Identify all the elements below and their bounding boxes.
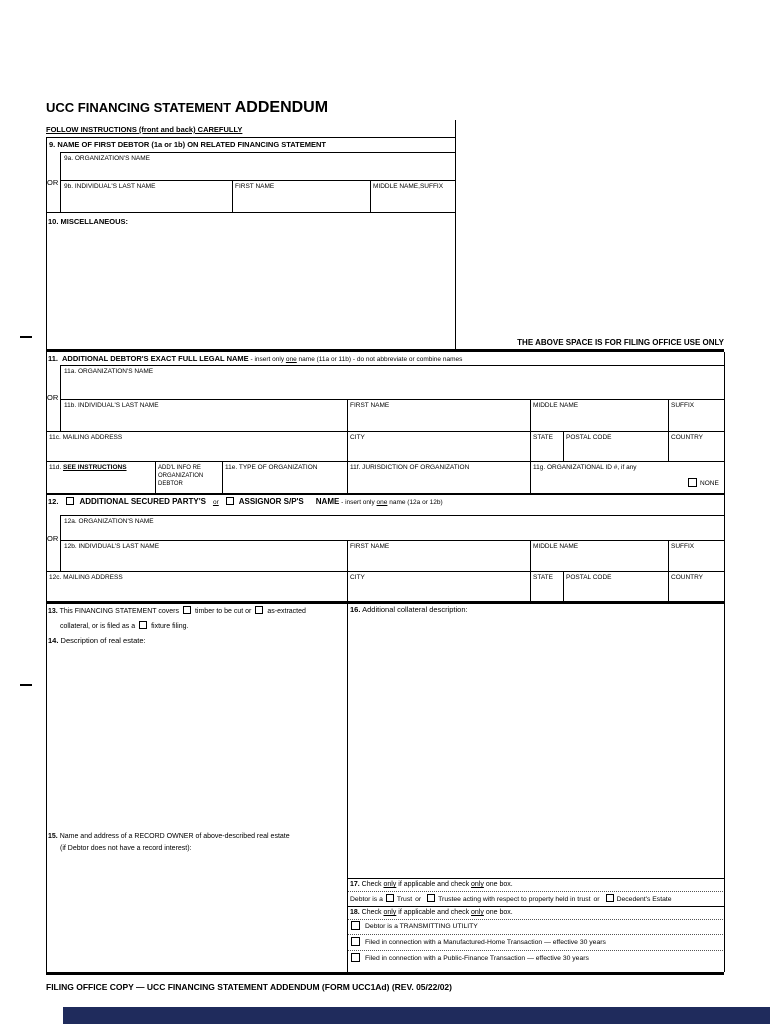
or-small-label: or xyxy=(212,499,219,506)
section12-note-post: name (12a or 12b) xyxy=(387,499,443,506)
section15-line1 xyxy=(48,833,290,841)
section18-only1: only xyxy=(383,909,397,916)
label-transmitting-utility: Debtor is a TRANSMITTING UTILITY xyxy=(365,923,478,930)
label-name-word: NAME xyxy=(315,497,340,506)
checkbox-assignor-sp[interactable] xyxy=(226,497,234,505)
filing-office-note: THE ABOVE SPACE IS FOR FILING OFFICE USE ONLY xyxy=(517,338,724,347)
column-divider xyxy=(347,431,348,461)
form-title-addendum: ADDENDUM xyxy=(234,99,329,116)
footer-bar xyxy=(63,1007,770,1024)
label-11b-first-name: FIRST NAME xyxy=(350,402,390,409)
label-trustee: Trustee acting with respect to property held in trust xyxy=(438,896,591,903)
addl-info-line3: DEBTOR xyxy=(158,481,183,488)
checkbox-additional-secured-party[interactable] xyxy=(66,497,74,505)
label-9b-middle-name-suffix: MIDDLE NAME,SUFFIX xyxy=(373,183,444,190)
label-12c-mailing-address: 12c. MAILING ADDRESS xyxy=(49,574,123,581)
label-12b-suffix: SUFFIX xyxy=(671,543,695,550)
row-divider-dotted xyxy=(348,950,723,951)
form-instructions: FOLLOW INSTRUCTIONS (front and back) CAREFULLY xyxy=(46,125,243,134)
checkbox-public-finance[interactable] xyxy=(351,953,360,962)
label-decedents-estate: Decedent's Estate xyxy=(616,896,672,903)
section16-label xyxy=(350,605,468,614)
column-divider xyxy=(347,540,348,571)
column-divider xyxy=(668,571,669,601)
row-divider xyxy=(46,212,455,213)
label-11c-state: STATE xyxy=(533,434,553,441)
section18-number: 18. xyxy=(350,909,360,916)
section11-header xyxy=(48,354,462,364)
row-divider xyxy=(347,906,724,907)
label-none: NONE xyxy=(700,480,719,487)
left-border xyxy=(46,137,47,349)
section17-only2: only xyxy=(471,881,484,888)
label-or2: or xyxy=(593,896,600,903)
section9-title: 9. NAME OF FIRST DEBTOR (1a or 1b) ON RELATED FINANCING STATEMENT xyxy=(49,140,326,149)
label-as-extracted: as-extracted xyxy=(267,608,306,615)
label-12b-middle-name: MIDDLE NAME xyxy=(533,543,579,550)
row-divider xyxy=(46,461,724,462)
column-divider xyxy=(530,540,531,571)
crop-mark xyxy=(20,336,32,338)
checkbox-timber[interactable] xyxy=(183,606,191,614)
column-divider xyxy=(222,461,223,493)
addl-info-line2: ORGANIZATION xyxy=(158,473,204,480)
label-12c-country: COUNTRY xyxy=(671,574,704,581)
section12-note-pre: - insert only xyxy=(339,499,377,506)
checkbox-fixture-filing[interactable] xyxy=(139,621,147,629)
label-11c-mailing-address: 11c. MAILING ADDRESS xyxy=(49,434,123,441)
section18-h3: one box. xyxy=(483,909,513,916)
column-divider xyxy=(347,461,348,493)
column-divider xyxy=(668,540,669,571)
label-fixture-filing: fixture filing. xyxy=(151,623,189,630)
section11-note-pre: - insert only xyxy=(248,356,286,363)
section14-text: Description of real estate: xyxy=(60,636,146,645)
section15-line2: (if Debtor does not have a record interest): xyxy=(60,845,192,852)
checkbox-trustee[interactable] xyxy=(427,894,435,902)
checkbox-trust[interactable] xyxy=(386,894,394,902)
section11-title: ADDITIONAL DEBTOR'S EXACT FULL LEGAL NAME xyxy=(62,354,249,363)
label-9b-last-name: 9b. INDIVIDUAL'S LAST NAME xyxy=(64,183,156,190)
checkbox-transmitting-utility[interactable] xyxy=(351,921,360,930)
label-12c-postal-code: POSTAL CODE xyxy=(566,574,612,581)
section18-h1: Check xyxy=(359,909,384,916)
section15-number: 15. xyxy=(48,833,58,840)
footer-form-id: — UCC FINANCING STATEMENT ADDENDUM (FORM UCC1Ad) (REV. 05/22/02) xyxy=(133,982,452,992)
label-12b-first-name: FIRST NAME xyxy=(350,543,390,550)
section11-note-post: name (11a or 11b) - do not abbreviate or combine names xyxy=(296,356,463,363)
row-divider-dotted xyxy=(348,934,723,935)
section17-only1: only xyxy=(383,881,397,888)
section14-label xyxy=(48,636,146,645)
footer-line xyxy=(46,982,452,992)
checkbox-decedents-estate[interactable] xyxy=(606,894,614,902)
row-divider-dotted xyxy=(348,919,723,920)
left-border xyxy=(46,352,47,972)
section16-text: Additional collateral description: xyxy=(362,605,468,614)
section13-line1 xyxy=(48,606,306,616)
label-11f-jurisdiction: 11f. JURISDICTION OF ORGANIZATION xyxy=(350,464,470,471)
column-divider xyxy=(60,152,61,212)
label-11a-organization-name: 11a. ORGANIZATION'S NAME xyxy=(64,368,154,375)
label-11b-suffix: SUFFIX xyxy=(671,402,695,409)
checkbox-none-org-id[interactable] xyxy=(688,478,697,487)
label-addl-info-re-organization-debtor xyxy=(158,464,203,488)
label-timber: timber to be cut or xyxy=(194,608,252,615)
row-divider xyxy=(60,399,724,400)
section12-note-one: one xyxy=(376,499,388,506)
or-label: OR xyxy=(47,393,59,402)
label-additional-secured-party: ADDITIONAL SECURED PARTY'S xyxy=(79,497,206,506)
label-public-finance: Filed in connection with a Public-Finance Transaction — effective 30 years xyxy=(365,955,589,962)
section18-h2: if applicable and check xyxy=(396,909,472,916)
row-divider-dotted xyxy=(348,891,723,892)
column-divider xyxy=(455,120,456,349)
form-title xyxy=(46,98,328,117)
section17-h1: Check xyxy=(359,881,384,888)
column-divider xyxy=(668,431,669,461)
column-divider xyxy=(563,431,564,461)
section12-number: 12. xyxy=(48,497,59,506)
row-divider xyxy=(60,515,724,516)
checkbox-as-extracted[interactable] xyxy=(255,606,263,614)
crop-mark xyxy=(20,684,32,686)
row-divider xyxy=(60,152,455,153)
label-or1: or xyxy=(415,896,422,903)
label-11d-number: 11d. xyxy=(49,464,62,471)
label-11d-see-instructions xyxy=(49,464,127,472)
row-divider xyxy=(60,180,455,181)
section13-number: 13. xyxy=(48,608,58,615)
or-label: OR xyxy=(47,178,59,187)
section-divider xyxy=(46,601,724,604)
row-divider xyxy=(60,365,724,366)
label-12c-city: CITY xyxy=(350,574,365,581)
section10-label: 10. MISCELLANEOUS: xyxy=(48,217,129,226)
section-divider xyxy=(46,493,724,495)
section13-covers-text: This FINANCING STATEMENT covers xyxy=(59,608,179,615)
row-divider xyxy=(46,431,724,432)
checkbox-manufactured-home[interactable] xyxy=(351,937,360,946)
right-border xyxy=(724,352,725,972)
label-11c-country: COUNTRY xyxy=(671,434,704,441)
section17-number: 17. xyxy=(350,881,360,888)
column-divider xyxy=(60,515,61,571)
section17-debtor-line xyxy=(350,894,672,904)
label-12a-organization-name: 12a. ORGANIZATION'S NAME xyxy=(64,518,154,525)
section17-h3: one box. xyxy=(483,881,513,888)
column-divider xyxy=(347,571,348,601)
column-divider xyxy=(155,461,156,493)
label-11e-type-of-organization: 11e. TYPE OF ORGANIZATION xyxy=(225,464,318,471)
label-9b-first-name: FIRST NAME xyxy=(235,183,275,190)
label-11b-middle-name: MIDDLE NAME xyxy=(533,402,579,409)
footer-copy-type: FILING OFFICE COPY xyxy=(46,982,134,992)
column-divider xyxy=(530,399,531,431)
or-label: OR xyxy=(47,534,59,543)
column-divider xyxy=(563,571,564,601)
column-divider xyxy=(232,180,233,212)
section13-collateral-text: collateral, or is filed as a xyxy=(60,623,136,630)
column-divider xyxy=(347,604,348,972)
section15-text1: Name and address of a RECORD OWNER of above-described real estate xyxy=(59,833,290,840)
form-title-main: UCC FINANCING STATEMENT xyxy=(46,100,235,115)
addl-info-line1: ADD'L INFO RE xyxy=(158,465,201,471)
section17-h2: if applicable and check xyxy=(396,881,472,888)
section17-header xyxy=(350,881,513,889)
section16-number: 16. xyxy=(350,605,361,614)
section13-line2 xyxy=(60,621,188,631)
section-divider xyxy=(46,349,724,352)
column-divider xyxy=(530,461,531,493)
section12-header xyxy=(48,497,443,507)
label-9a-organization-name: 9a. ORGANIZATION'S NAME xyxy=(64,155,150,162)
label-11g-organizational-id: 11g. ORGANIZATIONAL ID #, if any xyxy=(533,464,637,471)
section11-number: 11. xyxy=(48,354,59,363)
see-instructions-text: SEE INSTRUCTIONS xyxy=(62,464,127,471)
row-divider xyxy=(60,540,724,541)
column-divider xyxy=(668,399,669,431)
column-divider xyxy=(347,399,348,431)
label-12b-last-name: 12b. INDIVIDUAL'S LAST NAME xyxy=(64,543,160,550)
section-divider xyxy=(46,972,724,975)
column-divider xyxy=(530,431,531,461)
label-debtor-is-a: Debtor is a xyxy=(350,896,383,903)
section14-number: 14. xyxy=(48,636,59,645)
column-divider xyxy=(60,365,61,431)
label-assignor-sp: ASSIGNOR S/P'S xyxy=(238,497,304,506)
row-divider xyxy=(347,878,724,879)
label-11b-last-name: 11b. INDIVIDUAL'S LAST NAME xyxy=(64,402,159,409)
column-divider xyxy=(530,571,531,601)
row-divider xyxy=(46,571,724,572)
label-12c-state: STATE xyxy=(533,574,553,581)
section18-only2: only xyxy=(471,909,484,916)
section18-header xyxy=(350,909,513,917)
row-divider xyxy=(46,137,455,138)
section11-note-one: one xyxy=(285,356,297,363)
label-trust: Trust xyxy=(396,896,413,903)
label-11c-city: CITY xyxy=(350,434,365,441)
label-11c-postal-code: POSTAL CODE xyxy=(566,434,612,441)
column-divider xyxy=(370,180,371,212)
label-manufactured-home: Filed in connection with a Manufactured-Home Transaction — effective 30 years xyxy=(365,939,606,946)
